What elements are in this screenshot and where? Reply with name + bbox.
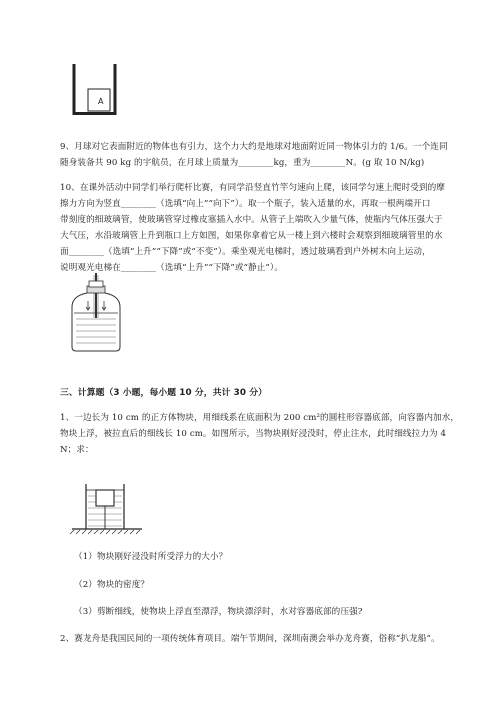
q10-line-5: 面________（选填“上升”“下降”或“不变”）。乘坐观光电梯时，透过玻璃看到户外树木向上运动，	[60, 247, 431, 257]
block-label: A	[98, 97, 104, 106]
q10-line-4: 大气压，水沿玻璃管上升到瓶口上方如图，如果你拿着它从一楼上到六楼时会观察到细玻璃管里的水	[60, 231, 443, 241]
q10-line-2: 擦力方向为竖直________（选填“向上”“向下”）。取一个瓶子，装入适量的水，再取一根两端开口	[60, 199, 431, 209]
q10-line-1: 10、在课外活动中同学们举行爬杆比赛，有同学沿竖直竹竿匀速向上爬，该同学匀速上爬时受到的摩	[60, 183, 445, 193]
c2-line-1: 2、赛龙舟是我国民间的一项传统体育项目。端午节期间，深圳南澳会举办龙舟赛，俗称“扒龙船”。	[60, 634, 440, 644]
q10-line-3: 带刻度的细玻璃管，使玻璃管穿过橡皮塞插入水中。从管子上端吹入少量气体，使瓶内气体压强大于	[60, 215, 443, 225]
c1-line-1: 1、一边长为 10 cm 的正方体物块，用细线系在底面积为 200 cm²的圆柱形容器底部，向容器内加水，	[60, 413, 460, 423]
bottle-tube-figure	[66, 273, 126, 353]
q10-line-6: 说明观光电梯在________（选填“上升”“下降”或“静止”）。	[60, 263, 284, 273]
tank-block-figure	[72, 476, 142, 536]
c1-line-2: 物块上浮，被拉直后的细线长 10 cm。如图所示，当物块刚好浸没时，停止注水，此时细线拉力为 4	[60, 429, 447, 439]
q9-line-2: 随身装备共 90 kg 的宇航员，在月球上质量为________kg，重为________N。(g 取 10 N/kg)	[60, 158, 425, 168]
c1-line-3: N；求：	[60, 445, 94, 455]
c1-sub-1: （1）物块刚好浸没时所受浮力的大小？	[74, 552, 228, 562]
container-block-figure	[60, 62, 130, 122]
q9-line-1: 9、月球对它表面附近的物体也有引力，这个力大约是地球对地面附近同一物体引力的 1/6。一个连同	[60, 142, 448, 152]
c1-sub-2: （2）物块的密度？	[74, 580, 150, 590]
section-heading: 三、计算题（3 小题，每小题 10 分，共计 30 分）	[60, 388, 268, 398]
c1-sub-3: （3）剪断细线，使物块上浮直至漂浮，物块漂浮时，水对容器底部的压强?	[74, 607, 363, 617]
